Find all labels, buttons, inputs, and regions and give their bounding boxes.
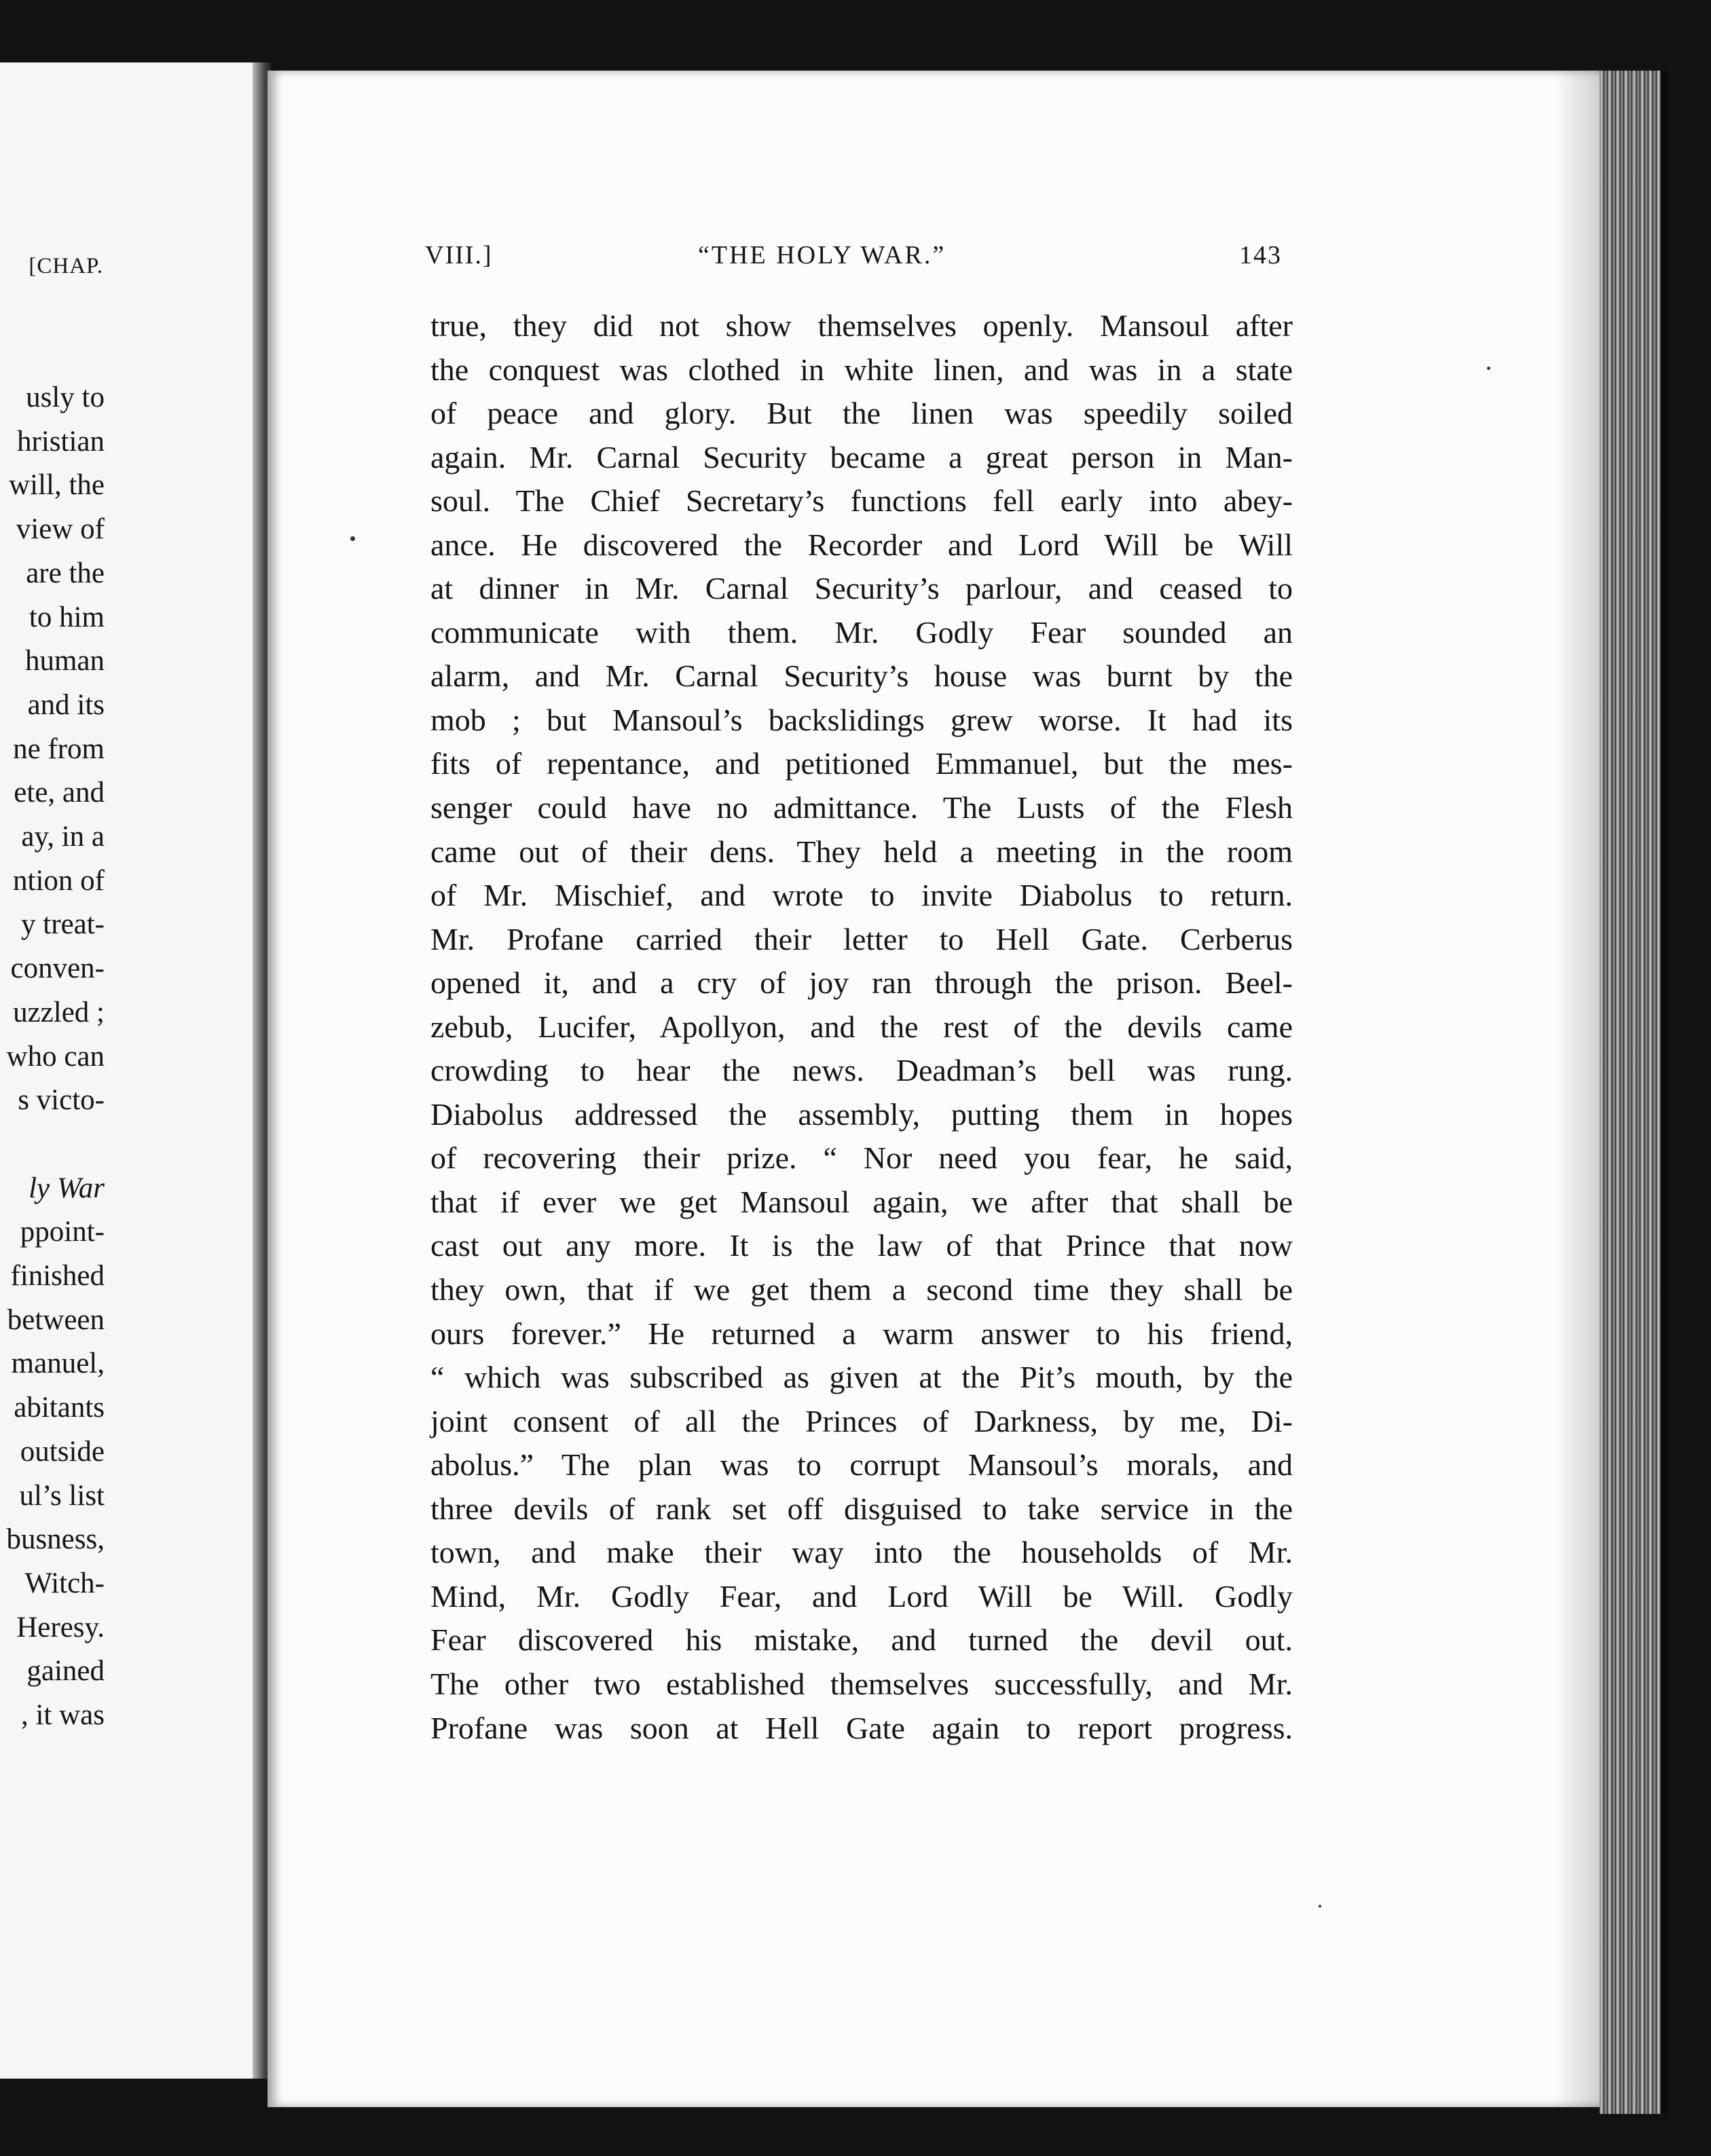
left-text-line: conven- bbox=[10, 952, 105, 985]
text-line: of peace and glory. But the linen was speedily soiled bbox=[430, 396, 1293, 431]
left-text-line: will, the bbox=[9, 469, 105, 502]
text-line: again. Mr. Carnal Security became a great person in Man- bbox=[430, 439, 1293, 475]
text-line: senger could have no admittance. The Lusts of the Flesh bbox=[430, 790, 1293, 825]
running-title: “THE HOLY WAR.” bbox=[698, 241, 946, 270]
left-text-line: Heresy. bbox=[16, 1611, 105, 1643]
page-stack-edge bbox=[1600, 71, 1668, 2114]
text-line: true, they did not show themselves openly. Mansoul after bbox=[430, 308, 1293, 343]
left-text-line: ne from bbox=[13, 732, 105, 765]
left-text-line: s victo- bbox=[18, 1084, 105, 1117]
text-line: three devils of rank set off disguised to take service in the bbox=[430, 1491, 1293, 1526]
left-text-line: between bbox=[7, 1303, 105, 1336]
page-number: 143 bbox=[1239, 241, 1282, 270]
text-line: communicate with them. Mr. Godly Fear sounded an bbox=[430, 614, 1293, 650]
left-text-line: uzzled ; bbox=[13, 996, 105, 1028]
left-text-line: ntion of bbox=[13, 864, 105, 897]
left-text-line: y treat- bbox=[21, 908, 105, 941]
left-text-line: ppoint- bbox=[20, 1216, 105, 1248]
left-text-line: manuel, bbox=[11, 1348, 105, 1380]
text-line: that if ever we get Mansoul again, we after that shall be bbox=[430, 1184, 1293, 1219]
left-text-line: are the bbox=[26, 557, 105, 589]
left-text-line: view of bbox=[16, 513, 105, 546]
text-line: The other two established themselves successfully, and Mr. bbox=[430, 1666, 1293, 1701]
left-text-line: ete, and bbox=[14, 777, 105, 809]
left-text-line: ay, in a bbox=[21, 821, 105, 853]
chapter-reference: VIII.] bbox=[425, 241, 493, 270]
text-line: mob ; but Mansoul’s backslidings grew worse. It had its bbox=[430, 702, 1293, 737]
left-text-line: ul’s list bbox=[19, 1479, 105, 1512]
text-line: ours forever.” He returned a warm answer to his friend, bbox=[430, 1316, 1293, 1351]
text-line: Fear discovered his mistake, and turned the devil out. bbox=[430, 1622, 1293, 1658]
text-line: soul. The Chief Secretary’s functions fell early into abey- bbox=[430, 483, 1293, 519]
left-text-line: who can bbox=[6, 1040, 105, 1073]
left-text-line: gained bbox=[26, 1655, 105, 1688]
text-line: ance. He discovered the Recorder and Lord Will be Will bbox=[430, 527, 1293, 562]
left-text-line: human bbox=[24, 645, 105, 677]
left-text-line bbox=[0, 1123, 105, 1167]
left-text-line: hristian bbox=[17, 425, 105, 458]
page-edge-shadow bbox=[1555, 71, 1602, 2107]
text-line: they own, that if we get them a second time they shall be bbox=[430, 1272, 1293, 1307]
text-line: alarm, and Mr. Carnal Security’s house was burnt by the bbox=[430, 658, 1293, 694]
text-line: zebub, Lucifer, Apollyon, and the rest of the devils came bbox=[430, 1009, 1293, 1044]
text-line: came out of their dens. They held a meeting in the room bbox=[430, 834, 1293, 869]
left-text-line: abitants bbox=[14, 1392, 105, 1424]
text-line: “ which was subscribed as given at the Pit’s mouth, by the bbox=[430, 1360, 1293, 1395]
left-text-line: and its bbox=[27, 688, 105, 721]
text-line: fits of repentance, and petitioned Emmanuel, but the mes- bbox=[430, 746, 1293, 781]
left-text-line: ly War bbox=[29, 1172, 105, 1204]
text-line: opened it, and a cry of joy ran through the prison. Beel- bbox=[430, 965, 1293, 1001]
text-line: at dinner in Mr. Carnal Security’s parlour, and ceased to bbox=[430, 571, 1293, 606]
text-line: cast out any more. It is the law of that Prince that now bbox=[430, 1228, 1293, 1263]
left-text-line: outside bbox=[20, 1435, 105, 1468]
running-head bbox=[425, 240, 1282, 274]
left-text-line: to him bbox=[29, 601, 105, 633]
scan-speck bbox=[1487, 367, 1490, 370]
left-text-line: finished bbox=[10, 1260, 105, 1293]
left-page-text bbox=[0, 376, 105, 1738]
left-text-line: , it was bbox=[20, 1699, 105, 1732]
text-line: abolus.” The plan was to corrupt Mansoul’s morals, and bbox=[430, 1447, 1293, 1483]
text-line: crowding to hear the news. Deadman’s bell was rung. bbox=[430, 1053, 1293, 1088]
scan-speck bbox=[350, 536, 355, 541]
text-line: of recovering their prize. “ Nor need you fear, he said, bbox=[430, 1140, 1293, 1176]
left-page bbox=[0, 62, 268, 2079]
left-text-line: usly to bbox=[26, 382, 105, 413]
body-text bbox=[430, 304, 1293, 1750]
text-line: joint consent of all the Princes of Darkness, by me, Di- bbox=[430, 1403, 1293, 1438]
text-line: Mr. Profane carried their letter to Hell Gate. Cerberus bbox=[430, 921, 1293, 956]
text-line: town, and make their way into the households of Mr. bbox=[430, 1535, 1293, 1570]
text-line: of Mr. Mischief, and wrote to invite Diabolus to return. bbox=[430, 878, 1293, 913]
text-line: the conquest was clothed in white linen, and was in a state bbox=[430, 352, 1293, 387]
text-line: Diabolus addressed the assembly, putting them in hopes bbox=[430, 1096, 1293, 1132]
left-running-head: [CHAP. bbox=[29, 254, 103, 278]
left-text-line: busness, bbox=[6, 1523, 105, 1556]
text-line: Profane was soon at Hell Gate again to report progress. bbox=[430, 1710, 1293, 1745]
left-text-line: Witch- bbox=[24, 1567, 105, 1599]
scan-speck bbox=[1319, 1905, 1321, 1908]
text-line: Mind, Mr. Godly Fear, and Lord Will be Will. Godly bbox=[430, 1578, 1293, 1614]
